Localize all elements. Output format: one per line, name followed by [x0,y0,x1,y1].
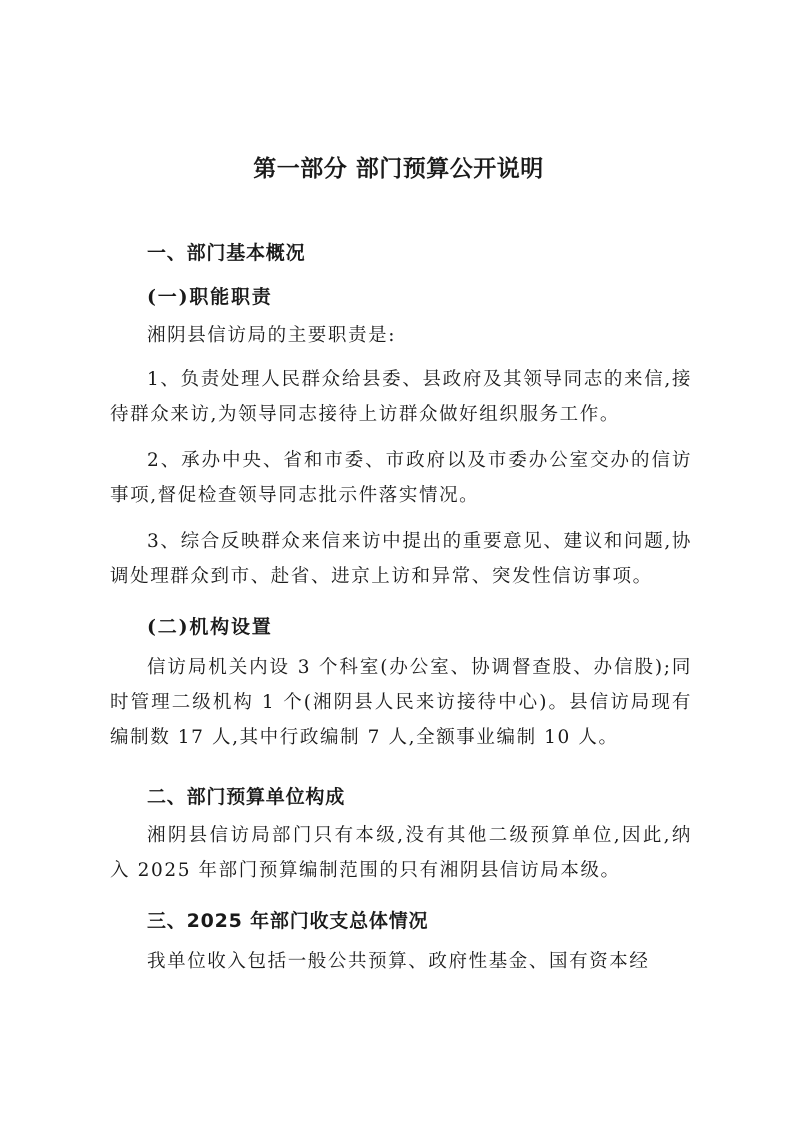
subsection-1-heading: (一)职能职责 [147,286,273,308]
income-overview-text: 我单位收入包括一般公共预算、政府性基金、国有资本经 [147,951,650,972]
duty-item-2: 2、承办中央、省和市委、市政府以及市委办公室交办的信访事项,督促检查领导同志批示件落实情况。 [110,450,692,506]
duties-intro: 湘阴县信访局的主要职责是: [147,325,397,346]
duty-item-1: 1、负责处理人民群众给县委、县政府及其领导同志的来信,接待群众来访,为领导同志接待上访群众做好组织服务工作。 [110,369,692,425]
section-1-heading: 一、部门基本概况 [147,242,306,264]
subsection-2-heading: (二)机构设置 [147,616,273,638]
section-3-heading: 三、2025 年部门收支总体情况 [147,910,429,932]
budget-units-text: 湘阴县信访局部门只有本级,没有其他二级预算单位,因此,纳入 2025 年部门预算编制范围的只有湘阴县信访局本级。 [110,825,692,881]
organization-text: 信访局机关内设 3 个科室(办公室、协调督查股、办信股);同时管理二级机构 1 个(湘阴县人民来访接待中心)。县信访局现有编制数 17 人,其中行政编制 7 人,全额事业编制 10 人。 [110,657,692,748]
duty-item-3: 3、综合反映群众来信来访中提出的重要意见、建议和问题,协调处理群众到市、赴省、进京上访和异常、突发性信访事项。 [110,531,692,587]
document-title: 第一部分 部门预算公开说明 [253,156,544,182]
section-2-heading: 二、部门预算单位构成 [147,786,346,808]
